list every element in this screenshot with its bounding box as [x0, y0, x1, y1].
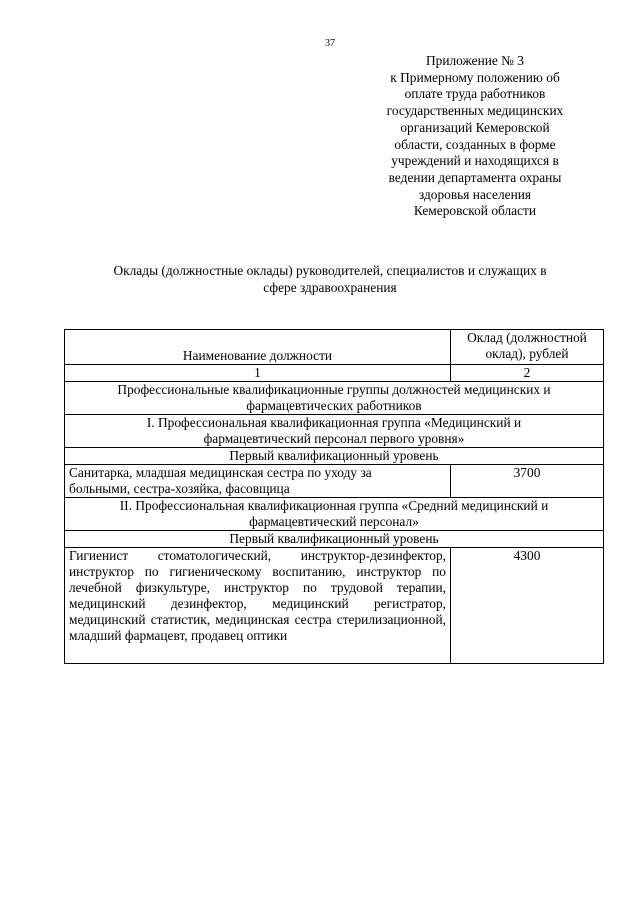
section-heading: II. Профессиональная квалификационная группа «Средний медицинский и фармацевтический персонал»: [65, 498, 604, 531]
page-number: 37: [325, 38, 335, 49]
title-line: сфере здравоохранения: [263, 280, 397, 295]
section-heading: I. Профессиональная квалификационная группа «Медицинский и фармацевтический персонал первого уровня»: [65, 415, 604, 448]
salary-table: [64, 329, 604, 664]
appendix-line: учреждений и находящихся в: [391, 153, 559, 169]
section-heading-row: [65, 415, 604, 448]
salary-cell: 4300: [451, 548, 604, 664]
appendix-line: ведении департамента охраны: [388, 169, 562, 185]
appendix-line: оплате труда работников: [404, 86, 546, 102]
qualification-level: Первый квалификационный уровень: [65, 448, 604, 465]
table-header-row: [65, 330, 604, 365]
appendix-line: Кемеровской области: [413, 203, 537, 219]
table-row: [65, 548, 604, 664]
col-header-salary: Оклад (должностной оклад), рублей: [451, 330, 604, 365]
appendix-line: области, созданных в форме: [394, 136, 556, 152]
col-header-position: Наименование должности: [65, 330, 451, 365]
group-title-row: [65, 382, 604, 415]
positions-cell: Санитарка, младшая медицинская сестра по уходу за больными, сестра-хозяйка, фасовщица: [65, 465, 451, 498]
col-number-2: 2: [451, 365, 604, 382]
appendix-line: к Примерному положению об: [390, 69, 560, 85]
document-title: [60, 262, 600, 296]
col-number-1: 1: [65, 365, 451, 382]
column-number-row: [65, 365, 604, 382]
qualification-level: Первый квалификационный уровень: [65, 531, 604, 548]
appendix-note: [370, 53, 580, 220]
group-title: Профессиональные квалификационные группы должностей медицинских и фармацевтических работников: [65, 382, 604, 415]
section-heading-row: [65, 498, 604, 531]
table-row: [65, 465, 604, 498]
appendix-line: организаций Кемеровской: [400, 119, 550, 135]
title-line: Оклады (должностные оклады) руководителей, специалистов и служащих в: [113, 263, 547, 278]
appendix-line: здоровья населения: [418, 186, 532, 202]
appendix-line: Приложение № 3: [425, 53, 525, 68]
positions-cell: Гигиенист стоматологический, инструктор-дезинфектор, инструктор по гигиеническому воспитанию, инструктор по лечебной физкультуре, инструктор по трудовой терапии, медицинский дезинфектор, медицинский регистратор, медицинский статистик, медицинская сестра стерилизационной, младший фармацевт, продавец оптики: [65, 548, 451, 664]
qualification-level-row: [65, 531, 604, 548]
appendix-line: государственных медицинских: [386, 103, 564, 119]
qualification-level-row: [65, 448, 604, 465]
salary-cell: 3700: [451, 465, 604, 498]
